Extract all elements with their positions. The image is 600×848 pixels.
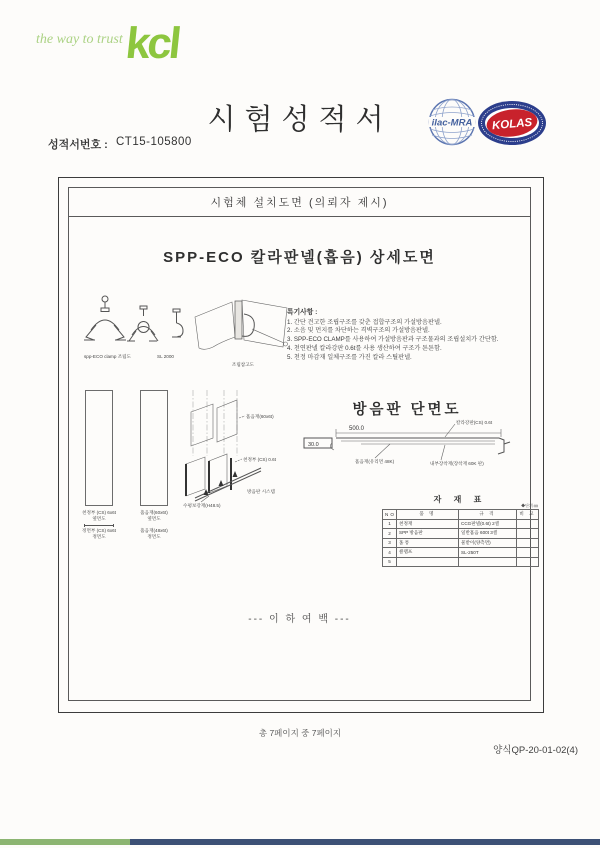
cell [517, 538, 539, 548]
col-header-no: NO [383, 510, 397, 520]
section-label-bottom-right: 내부장착재(장착재 60K 판) [430, 461, 484, 466]
note-line: 2. 소음 및 먼지를 차단하는 격벽구조의 가설방음판넬. [287, 327, 430, 335]
brand-tagline: the way to trust [36, 32, 123, 47]
cell: 물받이(양측면) [459, 538, 517, 548]
kolas-label: KOLAS [491, 116, 533, 133]
cell: 홈 통 [397, 538, 459, 548]
notes-title: 특기사항 : [287, 309, 318, 316]
joint-caption: 조립참고도 [231, 362, 255, 367]
cell [517, 529, 539, 539]
dim-500: 500.0 [349, 426, 365, 432]
clamp-caption-right: SL 2000 [157, 354, 174, 359]
table-row [383, 519, 539, 529]
note-line: 4. 천연판넬 칼라강판 0.6t를 사용 생산하여 구조가 튼튼함. [287, 344, 442, 352]
cell: 클램프 [397, 548, 459, 558]
unit-note: ◆단위:㎜ [521, 503, 538, 508]
iso-label-bottom-left: 수평보강재(H48.5) [183, 503, 221, 508]
cell: 3 [383, 538, 397, 548]
cell: CCG판넬(0.6t) 2셀 [459, 519, 517, 529]
cell: 천정재 [397, 519, 459, 529]
kolas-logo-icon [477, 100, 547, 146]
col-header-note: 비 고 [517, 510, 539, 520]
table-row [383, 538, 539, 548]
material-table [382, 509, 539, 567]
blank-below-marker: --- 이 하 여 백 --- [248, 614, 351, 625]
dim-30: 30.0 [308, 442, 319, 448]
panel-caption: 정면부 (CS) 6x6t 정면도 [82, 528, 116, 539]
footer-bar-green [0, 839, 130, 845]
iso-label-mid: 천정부 (CS) 0.6t [243, 457, 276, 462]
ilac-label: ilac-MRA [431, 117, 473, 129]
drawing-main-title: SPP-ECO 칼라판넬(흡음) 상세도면 [163, 249, 436, 266]
report-no-value: CT15-105800 [116, 136, 192, 148]
panel-caption: 천정부 (CS) 6x6t 옆면도 [82, 510, 116, 521]
cell: 4 [383, 548, 397, 558]
table-row [383, 557, 539, 567]
page-title: 시험성적서 [207, 104, 393, 136]
special-notes [287, 306, 533, 362]
cell: SPP 방음판 [397, 529, 459, 539]
section-label-bottom-left: 흡음재(유리면 48K) [355, 459, 395, 464]
note-line: 1. 간단 견고한 조립구조를 갖춘 접합구조의 가설방음판넬. [287, 318, 442, 326]
report-no-label: 성적서번호 : [48, 139, 108, 151]
iso-label-top: 흡음재(60x6t) [246, 414, 274, 419]
footer-bar [0, 839, 600, 845]
note-line: 3. SPP-ECO CLAMP를 사용하여 가설방음판과 구조물과의 조립설치가 간단함. [287, 336, 499, 344]
ilac-mra-logo-icon [428, 96, 476, 148]
drawing-sheet [58, 177, 544, 713]
kcl-logo: kcl [123, 19, 181, 68]
note-line: 5. 천정 마감재 일체구조를 가진 칼라 스틸판넬. [287, 353, 412, 361]
page-count: 총 7페이지 중 7페이지 [258, 728, 342, 738]
material-table-title: 자 재 표 [433, 495, 487, 504]
cell: SL-250T [459, 548, 517, 558]
cell: 2 [383, 529, 397, 539]
panel-caption: 흡음재(48x6t) 정면도 [140, 528, 168, 539]
cell: 5 [383, 557, 397, 567]
cell [517, 548, 539, 558]
footer-bar-navy [130, 839, 600, 845]
clamp-caption-left: spp-ECO clamp 조립도 [84, 354, 132, 359]
section-label-top: 칼라강판(CS) 0.6t [456, 420, 493, 425]
cross-section-title: 방음판 단면도 [352, 402, 462, 418]
panel-elevation-left [85, 390, 113, 506]
cell: 1 [383, 519, 397, 529]
table-row [383, 548, 539, 558]
iso-label-bottom-right: 방음판 시스템 [247, 489, 275, 494]
cell [517, 557, 539, 567]
panel-elevation-right [140, 390, 168, 506]
cross-section-drawing [295, 414, 537, 476]
clamp-detail-drawing [81, 294, 201, 368]
form-number: 양식QP-20-01-02(4) [493, 745, 578, 756]
cell: 일반흡음 600t 3셀 [459, 529, 517, 539]
panel-caption: 흡음재(60x6t) 옆면도 [140, 510, 168, 521]
material-table-section [382, 494, 538, 567]
drawing-frame [68, 187, 538, 701]
col-header-spec: 규 격 [459, 510, 517, 520]
cell [517, 519, 539, 529]
frame-header-title: 시험체 설치도면 (의뢰자 제시) [69, 188, 530, 217]
cell [459, 557, 517, 567]
cell [397, 557, 459, 567]
panel-dimension-line [84, 524, 114, 527]
table-row [383, 529, 539, 539]
col-header-name: 품 명 [397, 510, 459, 520]
panel-joint-drawing [191, 296, 295, 370]
table-header-row [383, 510, 539, 520]
